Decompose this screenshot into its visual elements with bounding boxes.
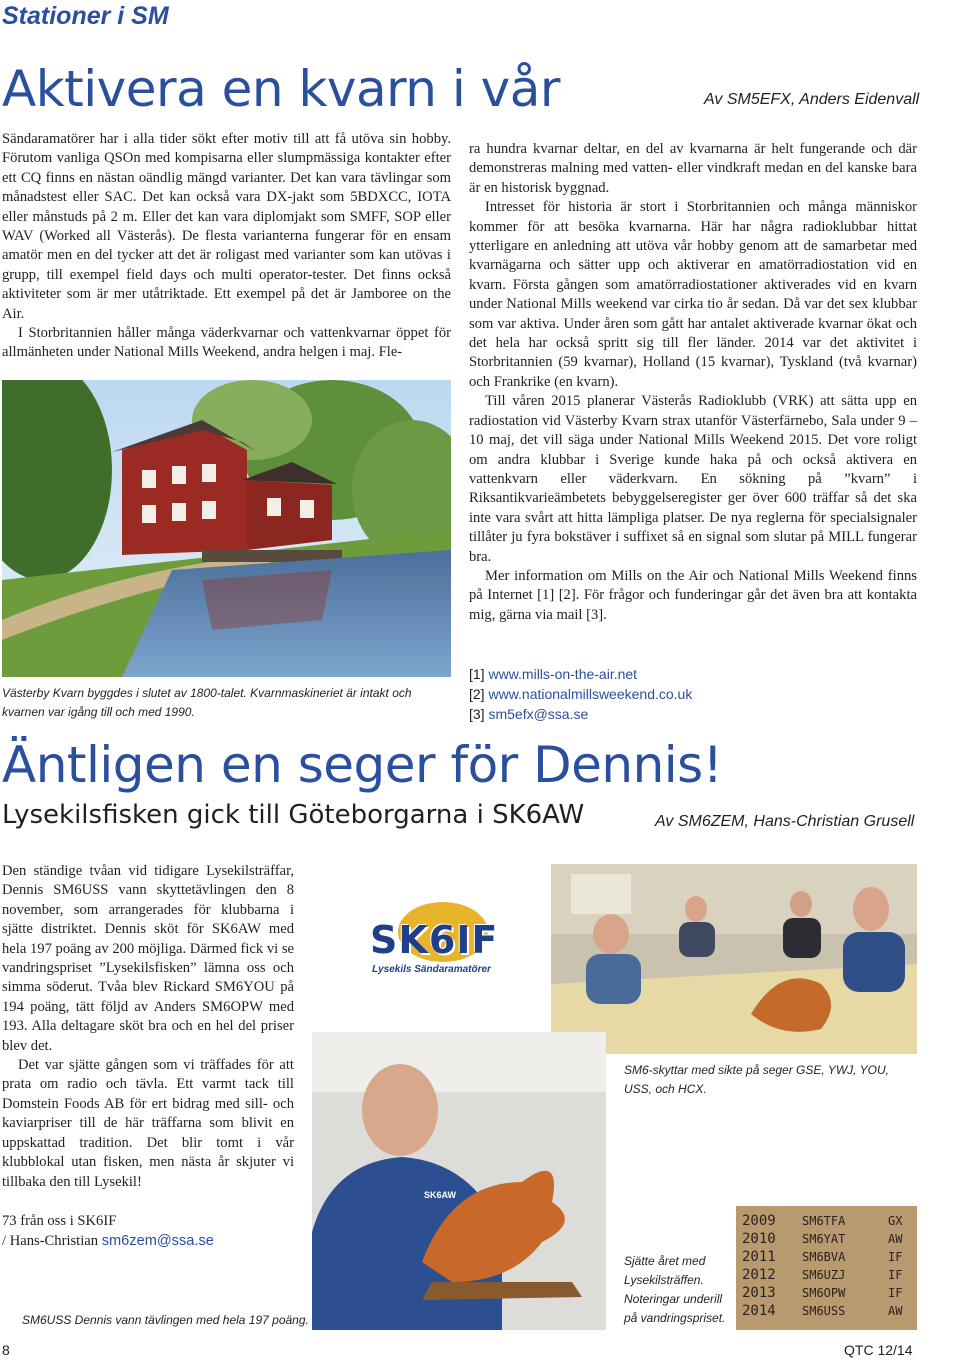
sk6if-logo: [368, 900, 508, 980]
reference-number: [1]: [469, 666, 485, 682]
plaque-code: IF: [888, 1268, 903, 1282]
plaque-year: 2009: [742, 1213, 776, 1229]
plaque-year: 2013: [742, 1285, 776, 1301]
plaque-code: AW: [888, 1232, 903, 1246]
article1-col2-para: Intresset för historia är stort i Storbritannien och många människor kommer för att besöka kvarnarna. Här har några radioklubbar hittat ytterligare en anledning att utöva vår hobby genom att de samarbetar med kvarnägarna och sätter upp och aktiverar en amatörradiostation vid en kvarn. Första gången som amatörradiostationer aktiverades vid en kvarn under National Mills weekend var cirka tio år sedan. Då var det sex klubbar som var aktiva. Under åren som gått har antalet aktiverade kvarnar ökat och det hela har också spritt sig till fler länder. 2014 var det aktivitet i Storbritannien (59 kvarnar), Holland (15 kvarnar), Tyskland (två kvarnar) och Frankrike (en kvarn).: [469, 199, 917, 390]
page-number: 8: [2, 1342, 10, 1358]
article1-col2-para: Till våren 2015 planerar Västerås Radioklubb (VRK) att sätta upp en radiostation vid Västerby Kvarn strax utanför Västerfärnebo, Sala under 9 – 10 maj, det vill säga under National Mills Weekend 2015. Det vore roligt om andra klubbar i Sverige kunde haka på och också aktivera en vattenkvarn eller väderkvarn. En sökning på ”kvarn” i Riksantikvarieämbetets bebyggelseregister ger över 600 träffar så det ska inte vara svårt att hitta lämpliga platser. De nya reglerna för specialsignaler tillåter ju fyra bokstäver i suffixet så en signal som slutar på MILL fungerar bra.: [469, 393, 917, 565]
article1-col1: [2, 130, 451, 363]
dennis-photo-caption: SM6USS Dennis vann tävlingen med hela 197 poäng.: [22, 1313, 309, 1327]
plaque-code: IF: [888, 1286, 903, 1300]
team-photo-caption: SM6-skyttar med sikte på seger GSE, YWJ, YOU, USS, och HCX.: [624, 1063, 889, 1096]
plaque-codes: [888, 1212, 902, 1320]
signature-email[interactable]: sm6zem@ssa.se: [101, 1233, 214, 1249]
reference-number: [2]: [469, 686, 485, 702]
article1-title: Aktivera en kvarn i vår: [2, 60, 560, 118]
reference-item: [469, 664, 692, 684]
shirt-text: SK6AW: [424, 1190, 457, 1200]
plaque-photo-caption: Sjätte året med Lysekilsträffen. Noteringar underill på vandringspriset.: [624, 1254, 726, 1325]
article2-subtitle: Lysekilsfisken gick till Göteborgarna i SK6AW: [2, 800, 585, 830]
article1-col2: [469, 140, 917, 625]
article1-col2-para: ra hundra kvarnar deltar, en del av kvarnarna är helt fungerande och där demonstreras malning med vatten- eller vindkraft medan en del kanske bara är en historisk byggnad.: [469, 141, 917, 196]
article2-col: [2, 862, 294, 1192]
reference-link[interactable]: www.nationalmillsweekend.co.uk: [488, 686, 693, 702]
reference-item: [469, 704, 692, 724]
plaque-years: [742, 1212, 776, 1320]
mill-photo-caption: Västerby Kvarn byggdes i slutet av 1800-talet. Kvarnmaskineriet är intakt och kvarnen var igång till och med 1990.: [2, 686, 412, 719]
article1-col1-para: I Storbritannien håller många väderkvarnar och vattenkvarnar öppet för allmänheten under National Mills Weekend, andra helgen i maj. Fle-: [2, 325, 451, 361]
article1-byline: Av SM5EFX, Anders Eidenvall: [704, 91, 920, 108]
reference-link[interactable]: www.mills-on-the-air.net: [488, 666, 638, 682]
plaque-code: IF: [888, 1250, 903, 1264]
article2-byline: Av SM6ZEM, Hans-Christian Grusell: [655, 813, 915, 830]
plaque-photo: [736, 1206, 917, 1330]
article1-col2-para: Mer information om Mills on the Air och National Mills Weekend finns på Internet [1] [2]. För frågor och funderingar går det även bra att kontakta mig, gärna via mail [3].: [469, 567, 917, 623]
plaque-code: GX: [888, 1214, 903, 1228]
dennis-photo: [312, 1032, 606, 1330]
references: [469, 664, 692, 724]
reference-item: [469, 684, 692, 704]
article2-para: Den ständige tvåan vid tidigare Lysekilsträffar, Dennis SM6USS vann skyttetävlingen den 8 november, som arrangerades för klubbarna i sjätte distriktet. Dennis sköt för SK6AW med hela 197 poäng av 200 möjliga. Därmed fick vi se vandringspriset ”Lysekilsfisken” lämna oss och simma söderut. Tvåa blev Rickard SM6YOU på 194 poäng, tätt följd av Anders SM6OPW med 193. Alla deltagare sköt bra och en hel del priser blev det.: [2, 863, 294, 1054]
plaque-year: 2010: [742, 1231, 776, 1247]
article2-para: Det var sjätte gången som vi träffades för att prata om radio och tävla. Ett varmt tack till Domstein Foods AB för ert bidrag med sill- och kaviarpriser till de här träffarna som blivit en uppskattad tradition. Det blir tomt i vår klubblokal utan fisken, men nästa år skjuter vi tillbaka den till Lysekil!: [2, 1057, 294, 1190]
plaque-call: SM6YAT: [802, 1232, 846, 1246]
mill-photo: [2, 380, 451, 677]
plaque-call: SM6UZJ: [802, 1268, 846, 1282]
logo-text: SK6IF: [370, 918, 499, 962]
signature-line: [2, 1231, 214, 1251]
plaque-code: AW: [888, 1304, 903, 1318]
plaque-year: 2014: [742, 1303, 776, 1319]
plaque-call: SM6BVA: [802, 1250, 846, 1264]
section-label: Stationer i SM: [2, 2, 169, 30]
reference-link[interactable]: sm5efx@ssa.se: [488, 706, 589, 722]
signature-line: 73 från oss i SK6IF: [2, 1213, 117, 1229]
issue-label: QTC 12/14: [844, 1342, 913, 1358]
article1-col1-para: Sändaramatörer har i alla tider sökt efter motiv till att få utöva sin hobby. Förutom vanliga QSOn med kompisarna eller slumpmässiga kontakter efter ett CQ finns en nästan oändlig mängd varianter. Det kan vara tävlingar som månadstest eller SAC. Det kan också vara DX-jakt som 5BDXCC, IOTA eller månstuds på 2 m. Eller det kan vara diplomjakt som SMFF, SOP eller WAV (Worked all Västerås). De flesta varianterna fungerar för en ensam amatör men en del tycker att det är roligast med varianter som kan utövas i grupp, till exempel field days och multi operator-tester. Det finns också aktiviteter som är mer utåtriktade. Ett exempel på det är Jamboree on the Air.: [2, 131, 451, 322]
plaque-year: 2012: [742, 1267, 776, 1283]
plaque-call: SM6TFA: [802, 1214, 846, 1228]
plaque-call: SM6OPW: [802, 1286, 846, 1300]
plaque-year: 2011: [742, 1249, 776, 1265]
plaque-calls: [802, 1212, 845, 1320]
signature-author: / Hans-Christian: [2, 1233, 102, 1249]
signature: [2, 1211, 214, 1251]
article2-title: Äntligen en seger för Dennis!: [2, 736, 723, 794]
reference-number: [3]: [469, 706, 485, 722]
team-photo: [551, 864, 917, 1054]
plaque-call: SM6USS: [802, 1304, 846, 1318]
logo-subtext: Lysekils Sändaramatörer: [372, 964, 491, 975]
